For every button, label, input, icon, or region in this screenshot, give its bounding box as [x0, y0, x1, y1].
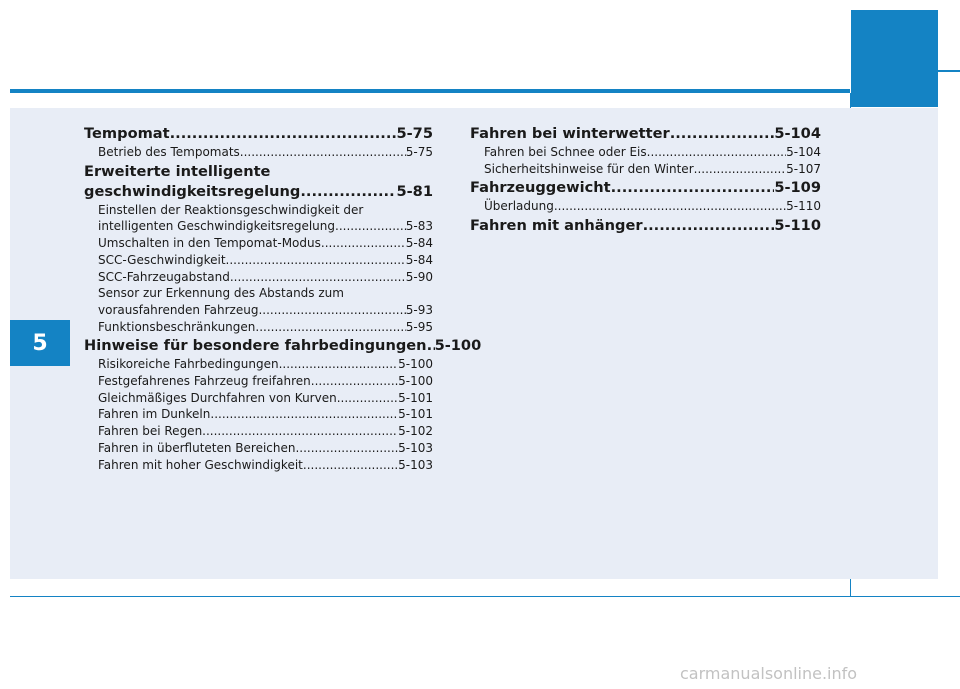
toc-page-number: 5-93 [405, 302, 433, 317]
toc-entry-row [470, 216, 821, 236]
toc-page-number: 5-90 [405, 269, 433, 284]
toc-page-number: 5-110 [774, 217, 821, 235]
toc-entry-row [98, 390, 433, 407]
toc-leader-dots [230, 269, 406, 286]
toc-page-number: 5-100 [398, 374, 433, 389]
toc-leader-dots [611, 178, 775, 198]
toc-entry-title: Sicherheitshinweise für den Winter [484, 161, 694, 176]
toc-heading[interactable] [84, 336, 482, 356]
toc-entry[interactable] [84, 457, 433, 474]
toc-entry-row [98, 235, 433, 252]
toc-entry[interactable] [470, 144, 821, 161]
toc-page-number: 5-95 [405, 319, 433, 334]
toc-entry[interactable] [470, 161, 821, 178]
toc-entry-row [98, 252, 433, 269]
toc-entry-title: Fahren mit anhänger [470, 217, 643, 235]
toc-entry-title: Betrieb des Tempomats [98, 145, 240, 159]
chapter-tab [10, 320, 70, 366]
toc-leader-dots [647, 144, 786, 161]
toc-leader-dots [311, 373, 398, 390]
toc-leader-dots [427, 336, 435, 356]
toc-entry-row [98, 440, 433, 457]
toc-entry-title: Fahrzeuggewicht [470, 179, 611, 197]
toc-page-number: 5-103 [398, 457, 433, 472]
toc-page-number: 5-83 [405, 219, 433, 234]
toc-leader-dots [321, 235, 406, 252]
toc-leader-dots [226, 252, 406, 269]
toc-leader-dots [170, 124, 397, 144]
toc-entry-title: Tempomat [84, 125, 170, 142]
toc-leader-dots [694, 161, 787, 178]
toc-leader-dots [202, 423, 398, 440]
toc-leader-dots [295, 440, 398, 457]
toc-entry-title-line1: Sensor zur Erkennung des Abstands zum [98, 286, 344, 301]
toc-entry[interactable] [84, 406, 433, 423]
toc-entry-title: Fahren bei Schnee oder Eis [484, 145, 647, 159]
toc-leader-dots [258, 302, 405, 319]
toc-entry-title: Fahren bei Regen [98, 424, 203, 439]
bottom-divider-line [10, 596, 960, 597]
toc-entry-row [98, 319, 433, 336]
top-accent-bar-right [938, 70, 960, 72]
toc-leader-dots [279, 356, 399, 373]
toc-leader-dots [670, 124, 775, 144]
toc-entry-title-line1: Einstellen der Reaktionsgeschwindigkeit der [98, 202, 364, 217]
toc-heading[interactable] [84, 124, 433, 144]
toc-heading[interactable] [84, 162, 433, 202]
toc-page-number: 5-84 [405, 252, 433, 267]
toc-entry-title: Fahren bei winterwetter [470, 125, 670, 142]
toc-entry-row [84, 336, 482, 356]
toc-entry-title: Überladung [484, 199, 554, 214]
toc-entry-title: vorausfahrenden Fahrzeug [98, 302, 259, 317]
toc-heading[interactable] [470, 124, 821, 144]
toc-page-number: 5-107 [786, 161, 821, 176]
watermark: carmanualsonline.info [680, 664, 858, 683]
toc-entry-row [484, 198, 821, 215]
toc-entry[interactable] [84, 252, 433, 269]
toc-entry-row [98, 356, 433, 373]
toc-entry-row [98, 144, 433, 161]
toc-entry-row [484, 144, 821, 161]
toc-entry-row [84, 182, 433, 202]
toc-entry-title: Umschalten in den Tempomat-Modus [98, 236, 321, 251]
toc-column-left [84, 123, 482, 473]
toc-entry-title: Risikoreiche Fahrbedingungen [98, 357, 279, 372]
toc-entry[interactable] [84, 319, 433, 336]
toc-entry-row [98, 218, 433, 235]
toc-entry-title: Fahren in überfluteten Bereichen [98, 440, 296, 455]
corner-block [851, 10, 938, 107]
toc-page-number: 5-104 [786, 145, 821, 159]
toc-entry-title: geschwindigkeitsregelung [84, 182, 301, 200]
toc-page-number: 5-102 [398, 424, 433, 439]
toc-page-number: 5-81 [396, 182, 433, 200]
toc-page-number: 5-75 [396, 125, 433, 142]
toc-page-number: 5-103 [398, 440, 433, 455]
toc-leader-dots [335, 218, 406, 235]
toc-page-number: 5-101 [398, 390, 433, 405]
toc-leader-dots [240, 144, 406, 161]
toc-column-right [470, 123, 821, 236]
toc-leader-dots [255, 319, 405, 336]
chapter-number: 5 [32, 330, 48, 356]
toc-entry[interactable] [470, 198, 821, 215]
toc-page-number: 5-100 [398, 357, 433, 372]
toc-entry-title: intelligenten Geschwindigkeitsregelung [98, 219, 336, 234]
toc-leader-dots [300, 182, 396, 202]
toc-entry-row [470, 124, 821, 144]
toc-entry[interactable] [84, 235, 433, 252]
toc-entry-title: SCC-Geschwindigkeit [98, 252, 226, 267]
toc-entry-row [470, 178, 821, 198]
toc-entry[interactable] [84, 285, 433, 318]
toc-entry-title: Hinweise für besondere fahrbedingungen [84, 337, 427, 355]
top-accent-bar [10, 89, 850, 93]
toc-leader-dots [210, 406, 398, 423]
toc-entry[interactable] [84, 390, 433, 407]
toc-page-number: 5-100 [434, 337, 482, 355]
toc-entry-title: Festgefahrenes Fahrzeug freifahren [98, 374, 311, 389]
toc-entry-row [98, 406, 433, 423]
toc-entry[interactable] [84, 144, 433, 161]
toc-entry-row [98, 423, 433, 440]
toc-page-number: 5-75 [405, 145, 433, 159]
toc-entry[interactable] [84, 373, 433, 390]
toc-leader-dots [554, 198, 786, 215]
toc-heading[interactable] [470, 178, 821, 198]
toc-page-number: 5-104 [774, 125, 821, 142]
toc-entry-title: Gleichmäßiges Durchfahren von Kurven [98, 390, 337, 405]
toc-entry-title: SCC-Fahrzeugabstand [98, 269, 230, 284]
toc-entry-row [98, 457, 433, 474]
toc-entry[interactable] [84, 423, 433, 440]
toc-entry-row [98, 269, 433, 286]
toc-entry-title: Funktionsbeschränkungen [98, 319, 256, 334]
toc-leader-dots [643, 216, 775, 236]
toc-leader-dots [303, 457, 398, 474]
toc-entry-row [84, 124, 433, 144]
toc-leader-dots [337, 390, 398, 407]
toc-heading[interactable] [470, 216, 821, 236]
toc-entry-row [484, 161, 821, 178]
toc-page-number: 5-110 [786, 199, 821, 214]
toc-entry[interactable] [84, 440, 433, 457]
toc-entry-row [98, 302, 433, 319]
toc-page-number: 5-84 [405, 236, 433, 251]
toc-entry-row [98, 373, 433, 390]
toc-page-number: 5-109 [774, 179, 821, 197]
toc-entry-title: Fahren im Dunkeln [98, 407, 211, 422]
toc-entry-title-line1: Erweiterte intelligente [84, 162, 271, 180]
toc-entry[interactable] [84, 356, 433, 373]
toc-entry-title: Fahren mit hoher Geschwindigkeit [98, 457, 303, 472]
toc-entry[interactable] [84, 269, 433, 286]
toc-entry[interactable] [84, 202, 433, 235]
toc-page-number: 5-101 [398, 407, 433, 422]
